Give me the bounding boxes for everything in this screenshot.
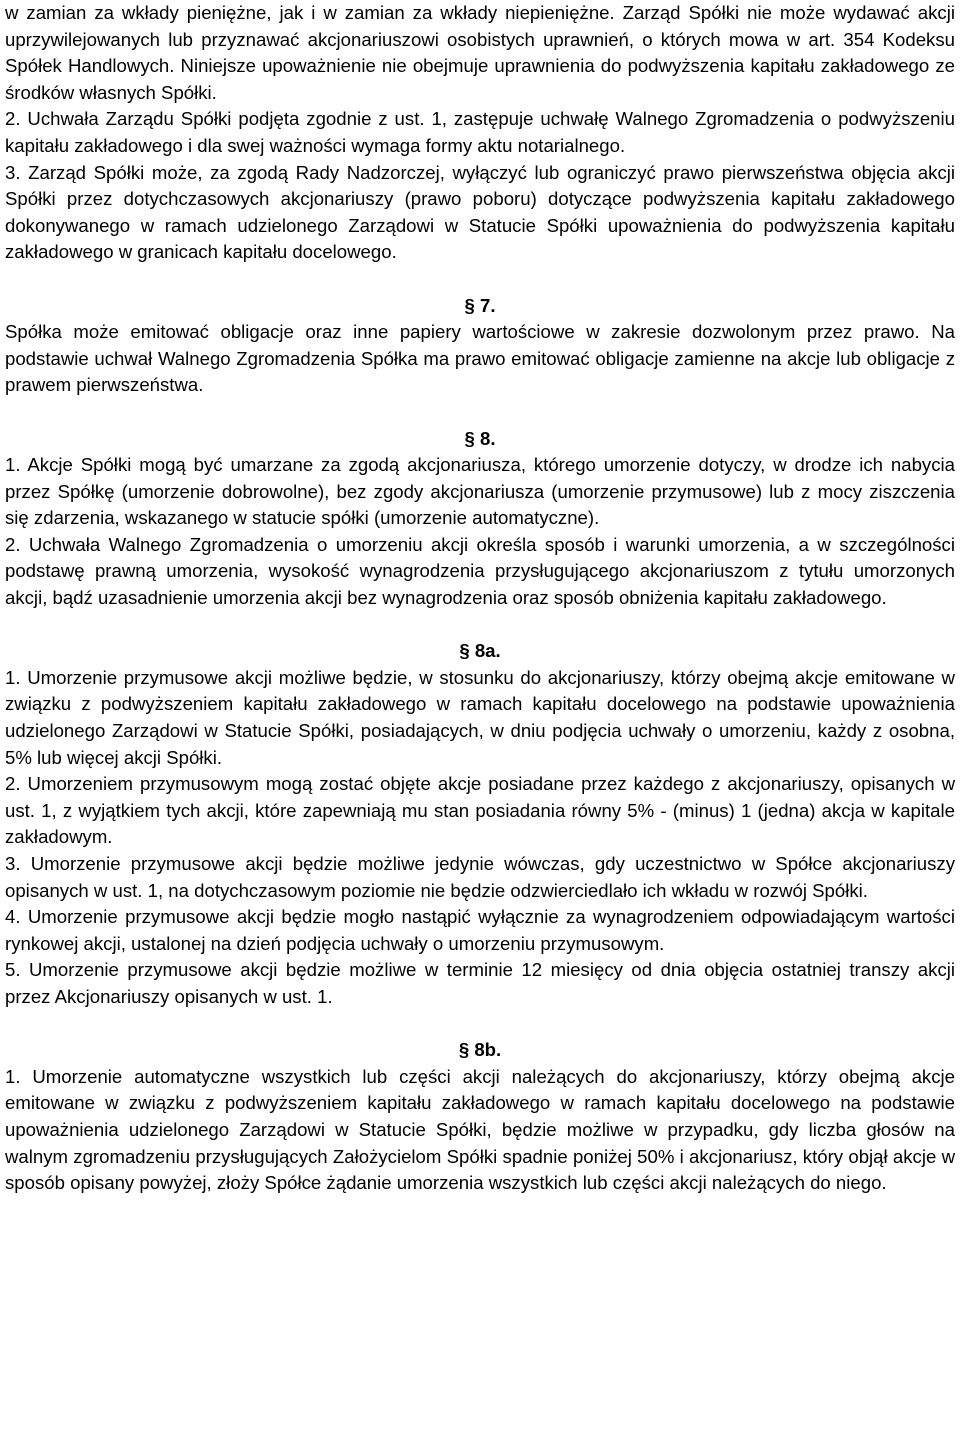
paragraph-8b-1: 1. Umorzenie automatyczne wszystkich lub części akcji należących do akcjonariuszy, którzy obejmą akcje emitowane w związku z podwyższeniem kapitału zakładowego w ramach kapitału docelowego na podstawie upoważnienia udzielonego Zarządowi w Statucie Spółki, będzie możliwe w przypadku, gdy liczba głosów na walnym zgromadzeniu przysługujących Założycielom Spółki spadnie poniżej 50% i akcjonariusz, który objął akcje w sposób opisany powyżej, złoży Spółce żądanie umorzenia wszystkich lub części akcji należących do niego. [5,1065,955,1194]
paragraph-8a-4: 4. Umorzenie przymusowe akcji będzie mogło nastąpić wyłącznie za wynagrodzeniem odpowiadającym wartości rynkowej akcji, ustalonej na dzień podjęcia uchwały o umorzeniu przymusowym. [5,906,955,954]
spacer [5,1011,955,1038]
spacer [5,399,955,426]
section-heading-8b: § 8b. [458,1039,502,1061]
paragraph-continuation: w zamian za wkłady pieniężne, jak i w zamian za wkłady niepieniężne. Zarząd Spółki nie może wydawać akcji uprzywilejowanych lub przyznawać akcjonariuszowi osobistych uprawnień, o których mowa w art. 354 Kodeksu Spółek Handlowych. Niniejsze upoważnienie nie obejmuje uprawnienia do podwyższenia kapitału zakładowego ze środków własnych Spółki. [5,2,955,103]
section-heading-7: § 7. [464,294,496,316]
paragraph-8-1: 1. Akcje Spółki mogą być umarzane za zgodą akcjonariusza, którego umorzenie dotyczy, w drodze ich nabycia przez Spółkę (umorzenie dobrowolne), bez zgody akcjonariusza (umorzenie przymusowe) lub z mocy ziszczenia się zdarzenia, wskazanego w statucie spółki (umorzenie automatyczne). [5,454,955,529]
paragraph-6-2: 2. Uchwała Zarządu Spółki podjęta zgodnie z ust. 1, zastępuje uchwałę Walnego Zgromadzenia o podwyższeniu kapitału zakładowego i dla swej ważności wymaga formy aktu notarialnego. [5,108,955,156]
paragraph-8a-2: 2. Umorzeniem przymusowym mogą zostać objęte akcje posiadane przez każdego z akcjonariuszy, opisanych w ust. 1, z wyjątkiem tych akcji, które zapewniają mu stan posiadania równy 5% - (minus) 1 (jedna) akcja w kapitale zakładowym. [5,773,955,848]
spacer [5,612,955,639]
spacer [5,266,955,293]
paragraph-8-2: 2. Uchwała Walnego Zgromadzenia o umorzeniu akcji określa sposób i warunki umorzenia, a w szczególności podstawę prawną umorzenia, wysokość wynagrodzenia przysługującego akcjonariuszom z tytułu umorzonych akcji, bądź uzasadnienie umorzenia akcji bez wynagrodzenia oraz sposób obniżenia kapitału zakładowego. [5,533,955,609]
paragraph-8a-5: 5. Umorzenie przymusowe akcji będzie możliwe w terminie 12 miesięcy od dnia objęcia ostatniej transzy akcji przez Akcjonariuszy opisanych w ust. 1. [5,959,955,1007]
paragraph-8a-1: 1. Umorzenie przymusowe akcji możliwe będzie, w stosunku do akcjonariuszy, którzy obejmą akcje emitowane w związku z podwyższeniem kapitału zakładowego w ramach kapitału docelowego na podstawie upoważnienia udzielonego Zarządowi w Statucie Spółki, posiadających, w dniu podjęcia uchwały o umorzeniu, każdy z osobna, 5% lub więcej akcji Spółki. [5,666,955,768]
section-heading-8: § 8. [464,427,496,449]
paragraph-8a-3: 3. Umorzenie przymusowe akcji będzie możliwe jedynie wówczas, gdy uczestnictwo w Spółce akcjonariuszy opisanych w ust. 1, na dotychczasowym poziomie nie będzie odzwierciedlało ich wkładu w rozwój Spółki. [5,853,955,901]
section-heading-8a: § 8a. [459,640,501,662]
paragraph-7: Spółka może emitować obligacje oraz inne papiery wartościowe w zakresie dozwolonym przez prawo. Na podstawie uchwał Walnego Zgromadzenia Spółka ma prawo emitować obligacje zamienne na akcje lub obligacje z prawem pierwszeństwa. [5,321,955,396]
paragraph-6-3: 3. Zarząd Spółki może, za zgodą Rady Nadzorczej, wyłączyć lub ograniczyć prawo pierwszeństwa objęcia akcji Spółki przez dotychczasowych akcjonariuszy (prawo poboru) dotyczące podwyższenia kapitału zakładowego dokonywanego w ramach udzielonego Zarządowi w Statucie Spółki upoważnienia do podwyższenia kapitału zakładowego w granicach kapitału docelowego. [5,161,955,263]
